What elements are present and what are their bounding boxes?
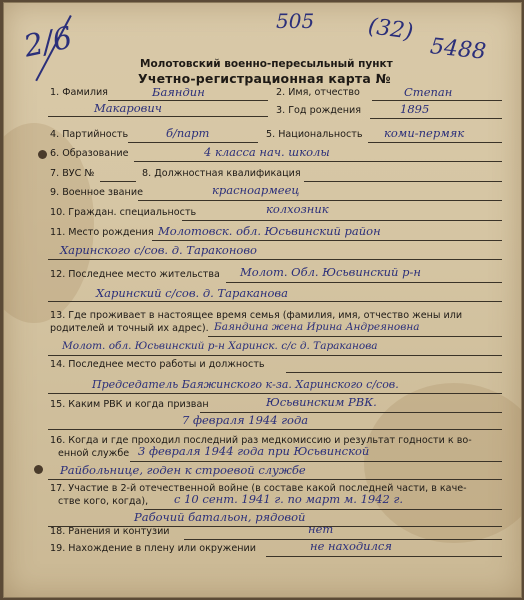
underline bbox=[134, 161, 502, 162]
field-label-name: 2. Имя, отчество bbox=[276, 87, 360, 98]
field-value-patronymic: Макарович bbox=[94, 101, 162, 115]
field-label-family: 13. Где проживает в настоящее время семья (фамилия, имя, отчество жены или bbox=[50, 310, 463, 321]
field-label-qualification: 8. Должностная квалификация bbox=[142, 168, 301, 179]
field-label-last-job: 14. Последнее место работы и должность bbox=[50, 359, 265, 370]
underline bbox=[370, 118, 502, 119]
field-label-family-2: родителей и точный их адрес). bbox=[50, 323, 209, 334]
underline bbox=[48, 355, 502, 356]
field-label-nationality: 5. Национальность bbox=[266, 129, 363, 140]
field-value-family: Баяндина жена Ирина Андреяновна bbox=[214, 321, 420, 333]
field-value-education: 4 класса нач. школы bbox=[204, 145, 330, 159]
field-label-rank: 9. Военное звание bbox=[50, 187, 143, 198]
underline bbox=[48, 393, 502, 394]
field-value-surname: Баяндин bbox=[152, 85, 205, 99]
field-value-last-residence: Молот. Обл. Юсьвинский р-н bbox=[240, 265, 421, 279]
underline bbox=[48, 259, 502, 260]
underline bbox=[100, 181, 136, 182]
field-value-birthplace-2: Харинского с/сов. д. Тараконово bbox=[60, 243, 257, 257]
underline bbox=[266, 556, 502, 557]
field-label-birthplace: 11. Место рождения bbox=[50, 227, 154, 238]
field-value-war-2: Рабочий батальон, рядовой bbox=[134, 510, 306, 524]
underline bbox=[286, 372, 502, 373]
field-label-civil-specialty: 10. Граждан. специальность bbox=[50, 207, 197, 218]
field-value-family-2: Молот. обл. Юсьвинский р-н Харинск. с/с д. Тараканова bbox=[62, 340, 378, 352]
underline bbox=[130, 461, 502, 462]
underline bbox=[48, 479, 502, 480]
underline bbox=[304, 181, 502, 182]
field-label-war: 17. Участие в 2-й отечественной войне (в составе какой последней части, в каче- bbox=[50, 483, 467, 494]
institution-name: Молотовский военно-пересыльный пункт bbox=[140, 58, 393, 70]
underline bbox=[48, 116, 268, 117]
field-value-name: Степан bbox=[404, 85, 453, 99]
field-label-vus: 7. ВУС № bbox=[50, 168, 95, 179]
field-value-civil-specialty: колхозник bbox=[266, 202, 329, 216]
underline bbox=[208, 336, 502, 337]
field-label-captivity: 19. Нахождение в плену или окружении bbox=[50, 543, 256, 554]
underline bbox=[372, 100, 502, 101]
field-value-last-job: Председатель Баяжинского к-за. Харинского с/сов. bbox=[92, 378, 399, 391]
field-label-medical: 16. Когда и где проходил последний раз медкомиссию и результат годности к во- bbox=[50, 435, 472, 446]
field-label-education: 6. Образование bbox=[50, 148, 129, 159]
field-value-medical-2: Райбольнице, годен к строевой службе bbox=[60, 463, 306, 477]
field-label-surname: 1. Фамилия bbox=[50, 87, 108, 98]
corner-mark: 2/6 bbox=[20, 20, 76, 65]
field-value-medical: 3 февраля 1944 года при Юсьвинской bbox=[138, 444, 370, 458]
field-label-party: 4. Партийность bbox=[50, 129, 129, 140]
field-value-birth-year: 1895 bbox=[400, 102, 430, 116]
field-value-drafted-date: 7 февраля 1944 года bbox=[182, 413, 309, 427]
field-label-war-2: стве кого, когда), bbox=[58, 496, 149, 507]
field-value-party: б/парт bbox=[166, 126, 210, 140]
paper-stain bbox=[364, 383, 522, 543]
field-value-birthplace: Молотовск. обл. Юсьвинский район bbox=[158, 224, 381, 238]
field-value-rank: красноармеец bbox=[212, 183, 300, 197]
underline bbox=[48, 301, 502, 302]
field-value-war: с 10 сент. 1941 г. по март м. 1942 г. bbox=[174, 492, 404, 506]
field-value-captivity: не находился bbox=[310, 539, 392, 553]
archive-number-top: 505 bbox=[276, 9, 315, 33]
underline bbox=[128, 142, 258, 143]
field-label-wounds: 18. Ранения и контузии bbox=[50, 526, 170, 537]
punch-hole bbox=[34, 465, 43, 474]
underline bbox=[226, 282, 502, 283]
underline bbox=[182, 220, 502, 221]
field-value-last-residence-2: Харинский с/сов. д. Тараканова bbox=[96, 286, 288, 300]
registration-card bbox=[3, 2, 522, 598]
underline bbox=[138, 200, 502, 201]
archive-number-right: 5488 bbox=[428, 34, 488, 65]
field-value-wounds: нет bbox=[308, 522, 334, 536]
field-label-last-residence: 12. Последнее место жительства bbox=[50, 269, 220, 280]
punch-hole bbox=[38, 150, 47, 159]
field-value-nationality: коми-пермяк bbox=[384, 126, 465, 140]
field-label-birth-year: 3. Год рождения bbox=[276, 105, 362, 116]
field-value-drafted: Юсьвинским РВК. bbox=[266, 395, 377, 409]
archive-number-paren: (32) bbox=[366, 13, 415, 46]
underline bbox=[152, 240, 502, 241]
field-label-medical-2: енной службе bbox=[58, 448, 130, 459]
field-label-drafted: 15. Каким РВК и когда призван bbox=[50, 399, 209, 410]
card-title: Учетно-регистрационная карта № bbox=[138, 71, 391, 86]
underline bbox=[368, 142, 502, 143]
underline bbox=[48, 429, 502, 430]
